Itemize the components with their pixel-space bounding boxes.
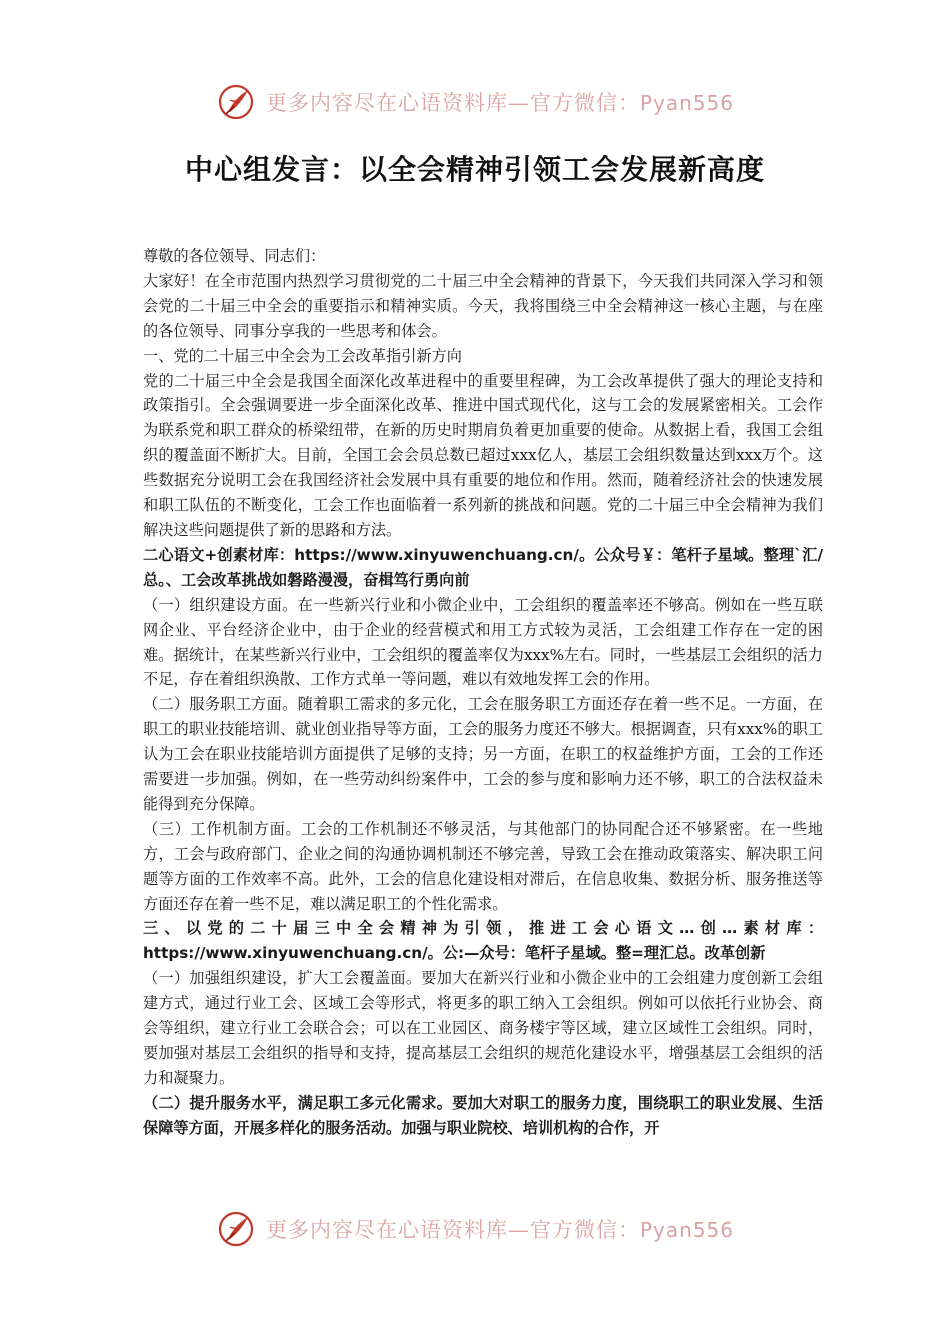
section-heading: 一、党的二十届三中全会为工会改革指引新方向 [143, 346, 462, 365]
footer-banner [0, 1207, 950, 1251]
paragraph: 党的二十届三中全会是我国全面深化改革进程中的重要里程碑，为工会改革提供了强大的理论支持和政策指引。全会强调要进一步全面深化改革、推进中国式现代化，这与工会的发展紧密相关。工会作为联系党和职工群众的桥梁纽带，在新的历史时期肩负着更加重要的使命。从数据上看，我国工会组织的覆盖面不断扩大。目前，全国工会会员总数已超过xxx亿人，基层工会组织数量达到xxx万个。这些数据充分说明工会在我国经济社会发展中具有重要的地位和作用。然而，随着经济社会的快速发展和职工队伍的不断变化，工会工作也面临着一系列新的挑战和问题。党的二十届三中全会精神为我们解决这些问题提供了新的思路和方法。 [143, 371, 823, 539]
wechat-id: Pyan556 [639, 91, 734, 115]
paragraph: （二）服务职工方面。随着职工需求的多元化，工会在服务职工方面还存在着一些不足。一方面，在职工的职业技能培训、就业创业指导等方面，工会的服务力度还不够大。根据调查，只有xxx%的职工认为工会在职业技能培训方面提供了足够的支持；另一方面，在职工的权益维护方面，工会的工作还需要进一步加强。例如，在一些劳动纠纷案件中，工会的参与度和影响力还不够，职工的合法权益未能得到充分保障。 [143, 695, 823, 813]
header-banner [0, 80, 950, 124]
paragraph: 大家好！在全市范围内热烈学习贯彻党的二十届三中全会精神的背景下，今天我们共同深入学习和领会党的二十届三中全会的重要指示和精神实质。今天，我将围绕三中全会精神这一核心主题，与在座的各位领导、同事分享我的一些思考和体会。 [143, 271, 823, 340]
section-heading: 二心语文+创素材库：https://www.xinyuwenchuang.cn/。公众号￥：笔杆子星域。整理`汇/总。、工会改革挑战如磐路漫漫，奋楫笃行勇向前 [143, 545, 823, 589]
paragraph: （二）提升服务水平，满足职工多元化需求。要加大对职工的服务力度，围绕职工的职业发展、生活保障等方面，开展多样化的服务活动。加强与职业院校、培训机构的合作，开 [143, 1093, 823, 1137]
paragraph: （三）工作机制方面。工会的工作机制还不够灵活，与其他部门的协同配合还不够紧密。在一些地方，工会与政府部门、企业之间的沟通协调机制还不够完善，导致工会在推动政策落实、解决职工问题等方面的工作效率不高。此外，工会的信息化建设相对滞后，在信息收集、数据分析、服务推送等方面还存在着一些不足，难以满足职工的个性化需求。 [143, 819, 823, 913]
section-heading: 三、以党的二十届三中全会精神为引领，推进工会心语文…创…素材库：https://www.xinyuwenchuang.cn/。公:—众号：笔杆子星域。整=理汇总。改革创新 [143, 919, 823, 963]
quill-logo-icon [216, 82, 256, 122]
page-title: 中心组发言：以全会精神引领工会发展新高度 [184, 153, 765, 186]
quill-logo-icon [216, 1209, 256, 1249]
document-body [143, 244, 823, 1141]
wechat-id: Pyan556 [639, 1218, 734, 1242]
paragraph: （一）组织建设方面。在一些新兴行业和小微企业中，工会组织的覆盖率还不够高。例如在一些互联网企业、平台经济企业中，由于企业的经营模式和用工方式较为灵活，工会组建工作存在一定的困难。据统计，在某些新兴行业中，工会组织的覆盖率仅为xxx%左右。同时，一些基层工会组织的活力不足，存在着组织涣散、工作方式单一等问题，难以有效地发挥工会的作用。 [143, 595, 823, 689]
paragraph: （一）加强组织建设，扩大工会覆盖面。要加大在新兴行业和小微企业中的工会组建力度创新工会组建方式，通过行业工会、区域工会等形式，将更多的职工纳入工会组织。例如可以依托行业协会、商会等组织，建立行业工会联合会；可以在工业园区、商务楼宇等区域，建立区域性工会组织。同时，要加强对基层工会组织的指导和支持，提高基层工会组织的规范化建设水平，增强基层工会组织的活力和凝聚力。 [143, 969, 823, 1087]
banner-text: 更多内容尽在心语资料库—官方微信：Pyan556 [265, 91, 734, 115]
banner-text: 更多内容尽在心语资料库—官方微信：Pyan556 [265, 1218, 734, 1242]
paragraph: 尊敬的各位领导、同志们： [143, 247, 326, 265]
